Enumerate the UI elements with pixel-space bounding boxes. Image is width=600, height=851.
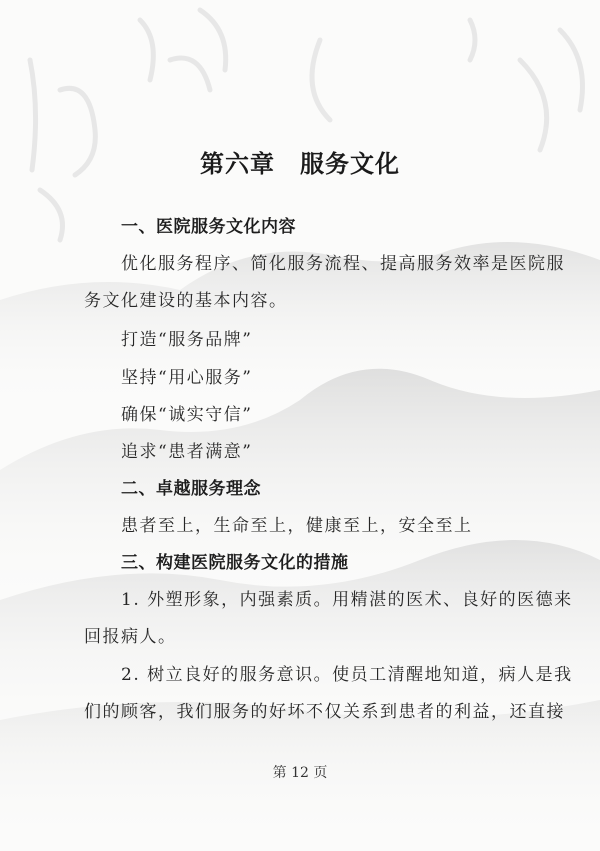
list-item: 打造“服务品牌” — [121, 330, 253, 350]
chapter-title: 第六章 服务文化 — [200, 149, 400, 178]
list-item: 确保“诚实守信” — [121, 405, 253, 425]
section-heading-1: 一、医院服务文化内容 — [121, 217, 296, 237]
list-item: 追求“患者满意” — [121, 442, 253, 462]
paragraph-line: 患者至上，生命至上，健康至上，安全至上 — [121, 516, 473, 536]
paragraph-line: 务文化建设的基本内容。 — [84, 291, 288, 311]
paragraph-line: 们的顾客，我们服务的好坏不仅关系到患者的利益，还直接 — [84, 702, 565, 722]
paragraph-line: 1. 外塑形象，内强素质。用精湛的医术、良好的医德来 — [121, 590, 573, 610]
section-heading-3: 三、构建医院服务文化的措施 — [121, 553, 349, 573]
paragraph-line: 回报病人。 — [84, 627, 177, 647]
page-number: 第 12 页 — [272, 765, 328, 781]
paragraph-line: 优化服务程序、简化服务流程、提高服务效率是医院服 — [121, 254, 565, 274]
section-heading-2: 二、卓越服务理念 — [121, 479, 261, 499]
paragraph-line: 2. 树立良好的服务意识。使员工清醒地知道，病人是我 — [121, 665, 573, 685]
list-item: 坚持“用心服务” — [121, 368, 253, 388]
